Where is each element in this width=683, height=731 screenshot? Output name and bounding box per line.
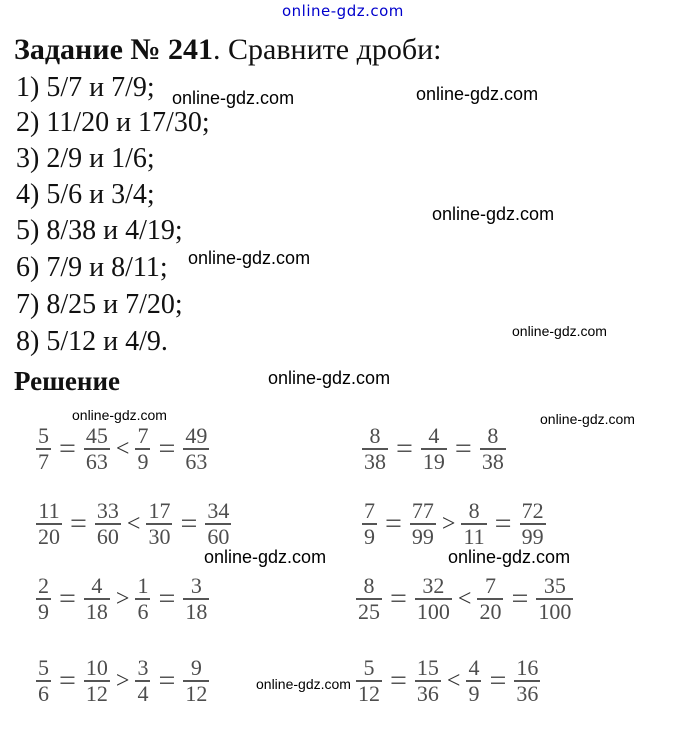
denominator: 9 bbox=[38, 599, 49, 624]
watermark-text: online-gdz.com bbox=[256, 676, 351, 692]
equals-sign: = bbox=[158, 582, 176, 615]
fraction bbox=[514, 656, 540, 706]
denominator: 7 bbox=[38, 449, 49, 474]
fraction bbox=[415, 574, 452, 624]
watermark-text: online-gdz.com bbox=[268, 368, 391, 388]
watermark-text: online-gdz.com bbox=[72, 407, 167, 423]
watermark-text: online-gdz.com bbox=[512, 323, 607, 339]
task-title bbox=[14, 34, 442, 66]
equals-sign: = bbox=[454, 432, 472, 465]
denominator: 63 bbox=[185, 449, 208, 474]
denominator: 9 bbox=[364, 524, 375, 549]
equals-sign: = bbox=[385, 507, 402, 540]
watermark-text: online-gdz.com bbox=[416, 84, 539, 104]
equation-row-1-right bbox=[362, 424, 506, 474]
task-item-2: 2) 11/20 и 17/30; bbox=[16, 107, 210, 138]
fraction bbox=[362, 499, 377, 549]
watermark-text: online-gdz.com bbox=[204, 547, 327, 567]
denominator: 63 bbox=[85, 449, 108, 474]
task-item-5: 5) 8/38 и 4/19; bbox=[16, 215, 183, 246]
denominator: 60 bbox=[207, 524, 230, 549]
numerator: 16 bbox=[516, 655, 539, 680]
denominator: 36 bbox=[516, 681, 539, 706]
fraction bbox=[480, 424, 506, 474]
header-watermark: online-gdz.com bbox=[282, 2, 404, 20]
fraction bbox=[36, 574, 51, 624]
fraction bbox=[477, 574, 503, 624]
fraction bbox=[415, 656, 441, 706]
numerator: 7 bbox=[484, 573, 496, 598]
denominator: 20 bbox=[479, 599, 502, 624]
numerator: 8 bbox=[369, 423, 381, 448]
task-item-1: 1) 5/7 и 7/9; bbox=[16, 72, 155, 103]
fraction bbox=[36, 499, 62, 549]
task-number: Задание № 241 bbox=[14, 33, 214, 66]
numerator: 9 bbox=[190, 655, 202, 680]
numerator: 7 bbox=[137, 423, 149, 448]
numerator: 15 bbox=[416, 655, 439, 680]
denominator: 25 bbox=[358, 599, 380, 624]
watermark-text: online-gdz.com bbox=[540, 411, 635, 427]
comparison-sign: < bbox=[115, 435, 130, 462]
task-item-7: 7) 8/25 и 7/20; bbox=[16, 289, 183, 320]
watermark-text: online-gdz.com bbox=[432, 204, 555, 224]
fraction bbox=[135, 424, 150, 474]
equation-row-3-left bbox=[36, 574, 209, 624]
fraction bbox=[95, 499, 121, 549]
fraction bbox=[183, 574, 209, 624]
numerator: 11 bbox=[38, 498, 60, 523]
equals-sign: = bbox=[511, 582, 529, 615]
numerator: 34 bbox=[207, 498, 230, 523]
numerator: 33 bbox=[96, 498, 119, 523]
fraction bbox=[146, 499, 172, 549]
numerator: 49 bbox=[185, 423, 208, 448]
denominator: 100 bbox=[538, 599, 572, 624]
equation-row-4-left bbox=[36, 656, 209, 706]
task-item-3: 3) 2/9 и 1/6; bbox=[16, 143, 155, 174]
equals-sign: = bbox=[70, 507, 87, 540]
equals-sign: = bbox=[396, 432, 413, 465]
denominator: 12 bbox=[358, 681, 380, 706]
denominator: 99 bbox=[521, 524, 544, 549]
numerator: 4 bbox=[428, 423, 440, 448]
equation-row-3-right bbox=[356, 574, 573, 624]
numerator: 1 bbox=[137, 573, 149, 598]
fraction bbox=[466, 656, 481, 706]
watermark-text: online-gdz.com bbox=[188, 248, 311, 268]
watermark-text: online-gdz.com bbox=[172, 88, 295, 108]
comparison-sign: > bbox=[441, 510, 456, 537]
task-item-4: 4) 5/6 и 3/4; bbox=[16, 179, 155, 210]
equals-sign: = bbox=[390, 582, 407, 615]
denominator: 18 bbox=[85, 599, 108, 624]
fraction bbox=[356, 656, 382, 706]
task-item-8: 8) 5/12 и 4/9. bbox=[16, 326, 168, 357]
fraction bbox=[183, 656, 209, 706]
comparison-sign: < bbox=[457, 585, 472, 612]
denominator: 38 bbox=[364, 449, 386, 474]
comparison-sign: > bbox=[115, 585, 130, 612]
equals-sign: = bbox=[390, 664, 407, 697]
fraction bbox=[536, 574, 573, 624]
numerator: 3 bbox=[137, 655, 149, 680]
equals-sign: = bbox=[59, 432, 76, 465]
equals-sign: = bbox=[180, 507, 198, 540]
numerator: 4 bbox=[91, 573, 103, 598]
denominator: 30 bbox=[148, 524, 171, 549]
equals-sign: = bbox=[59, 664, 76, 697]
numerator: 45 bbox=[85, 423, 108, 448]
denominator: 99 bbox=[411, 524, 434, 549]
fraction bbox=[205, 499, 231, 549]
numerator: 2 bbox=[38, 573, 49, 598]
denominator: 9 bbox=[468, 681, 480, 706]
denominator: 4 bbox=[137, 681, 149, 706]
numerator: 72 bbox=[521, 498, 544, 523]
denominator: 36 bbox=[416, 681, 439, 706]
comparison-sign: > bbox=[115, 667, 130, 694]
denominator: 20 bbox=[38, 524, 60, 549]
fraction bbox=[36, 656, 51, 706]
fraction bbox=[356, 574, 382, 624]
fraction bbox=[520, 499, 546, 549]
fraction bbox=[84, 424, 110, 474]
fraction bbox=[461, 499, 486, 549]
numerator: 7 bbox=[364, 498, 375, 523]
equation-row-2-left bbox=[36, 499, 231, 549]
fraction bbox=[36, 424, 51, 474]
fraction bbox=[362, 424, 388, 474]
numerator: 8 bbox=[468, 498, 480, 523]
numerator: 32 bbox=[422, 573, 445, 598]
denominator: 6 bbox=[38, 681, 49, 706]
denominator: 6 bbox=[137, 599, 149, 624]
equals-sign: = bbox=[489, 664, 507, 697]
denominator: 38 bbox=[481, 449, 504, 474]
numerator: 17 bbox=[148, 498, 171, 523]
denominator: 100 bbox=[416, 599, 450, 624]
numerator: 3 bbox=[190, 573, 202, 598]
denominator: 12 bbox=[185, 681, 208, 706]
equals-sign: = bbox=[158, 432, 176, 465]
denominator: 9 bbox=[137, 449, 149, 474]
equation-row-1-left bbox=[36, 424, 209, 474]
equation-row-4-right bbox=[356, 656, 540, 706]
numerator: 5 bbox=[363, 655, 375, 680]
equals-sign: = bbox=[59, 582, 76, 615]
numerator: 8 bbox=[487, 423, 499, 448]
comparison-sign: < bbox=[446, 667, 461, 694]
numerator: 8 bbox=[363, 573, 375, 598]
fraction bbox=[135, 656, 150, 706]
fraction bbox=[410, 499, 436, 549]
equals-sign: = bbox=[494, 507, 512, 540]
denominator: 18 bbox=[185, 599, 208, 624]
equation-row-2-right bbox=[362, 499, 546, 549]
fraction bbox=[84, 656, 110, 706]
denominator: 19 bbox=[422, 449, 445, 474]
numerator: 35 bbox=[543, 573, 566, 598]
fraction bbox=[421, 424, 447, 474]
numerator: 5 bbox=[38, 423, 49, 448]
denominator: 12 bbox=[85, 681, 108, 706]
fraction bbox=[84, 574, 110, 624]
numerator: 5 bbox=[38, 655, 49, 680]
denominator: 60 bbox=[96, 524, 119, 549]
numerator: 4 bbox=[468, 655, 480, 680]
numerator: 77 bbox=[411, 498, 434, 523]
task-instruction: . Сравните дроби: bbox=[213, 33, 442, 66]
comparison-sign: < bbox=[126, 510, 141, 537]
numerator: 10 bbox=[85, 655, 108, 680]
task-item-6: 6) 7/9 и 8/11; bbox=[16, 252, 168, 283]
fraction bbox=[135, 574, 150, 624]
equals-sign: = bbox=[158, 664, 176, 697]
watermark-text: online-gdz.com bbox=[448, 547, 571, 567]
solution-heading: Решение bbox=[14, 366, 120, 396]
fraction bbox=[183, 424, 209, 474]
denominator: 11 bbox=[463, 524, 485, 549]
